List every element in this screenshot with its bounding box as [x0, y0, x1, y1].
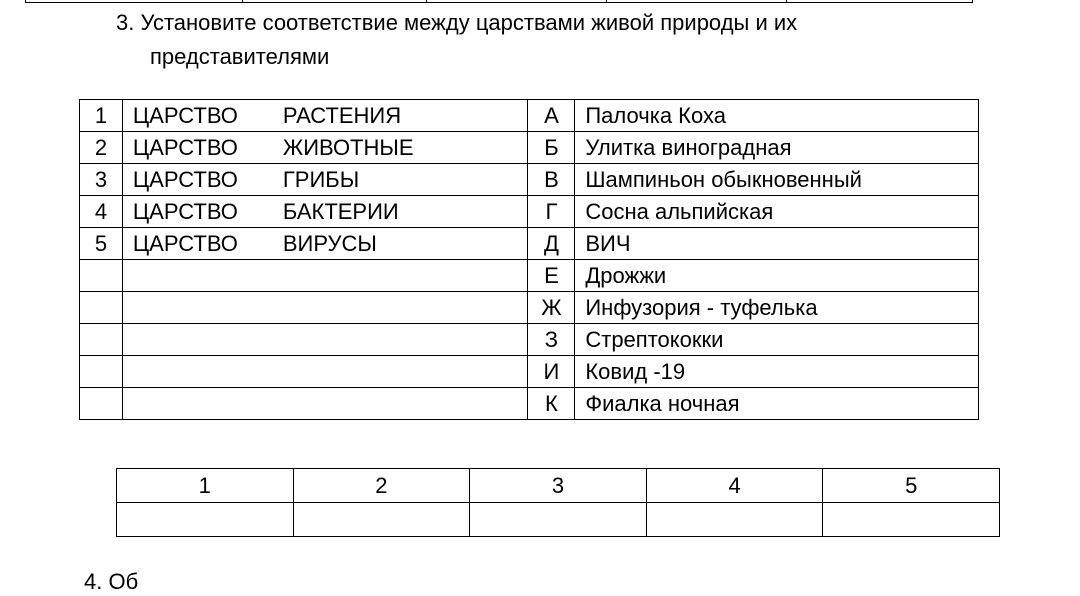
representative-name: Фиалка ночная — [575, 388, 979, 420]
representative-name: Дрожжи — [575, 260, 979, 292]
representative-letter: И — [528, 356, 575, 388]
representative-letter: Г — [528, 196, 575, 228]
kingdom-number: 3 — [80, 164, 123, 196]
question-text-line2: представителями — [150, 44, 330, 69]
table-row — [80, 356, 979, 388]
kingdom-number — [80, 260, 123, 292]
answer-header-cell: 4 — [646, 469, 823, 503]
answer-cell[interactable] — [117, 503, 294, 537]
kingdom-number: 5 — [80, 228, 123, 260]
representative-name: Инфузория - туфелька — [575, 292, 979, 324]
table-row — [80, 324, 979, 356]
kingdom-name: ГРИБЫ — [282, 166, 360, 192]
representative-name: ВИЧ — [575, 228, 979, 260]
table-row — [80, 100, 979, 132]
kingdom-word: ЦАРСТВО — [132, 134, 238, 160]
kingdom-word: ЦАРСТВО — [132, 198, 238, 224]
previous-table-edge — [25, 0, 973, 3]
answer-header-cell: 2 — [293, 469, 470, 503]
table-row — [80, 388, 979, 420]
next-question-fragment: 4. Об — [84, 569, 139, 594]
representative-letter: З — [528, 324, 575, 356]
kingdom-cell — [122, 132, 528, 164]
representative-letter: А — [528, 100, 575, 132]
question-text-line1: 3. Установите соответствие между царствами живой природы и их — [116, 10, 798, 35]
answer-cell[interactable] — [646, 503, 823, 537]
representative-letter: Д — [528, 228, 575, 260]
kingdom-cell — [122, 292, 528, 324]
representative-name: Ковид -19 — [575, 356, 979, 388]
representative-letter: В — [528, 164, 575, 196]
kingdom-cell — [122, 324, 528, 356]
kingdom-number: 4 — [80, 196, 123, 228]
table-row — [80, 228, 979, 260]
table-row — [80, 164, 979, 196]
answer-input-row — [117, 503, 1000, 537]
kingdom-word: ЦАРСТВО — [132, 166, 238, 192]
representative-name: Улитка виноградная — [575, 132, 979, 164]
kingdom-number — [80, 356, 123, 388]
kingdom-word: ЦАРСТВО — [132, 102, 238, 128]
kingdom-cell — [122, 260, 528, 292]
answer-cell[interactable] — [470, 503, 647, 537]
kingdom-cell — [122, 228, 528, 260]
representative-name: Шампиньон обыкновенный — [575, 164, 979, 196]
representative-letter: Ж — [528, 292, 575, 324]
representative-name: Сосна альпийская — [575, 196, 979, 228]
table-row — [80, 292, 979, 324]
answer-cell[interactable] — [823, 503, 1000, 537]
kingdom-cell — [122, 196, 528, 228]
representative-letter: Б — [528, 132, 575, 164]
kingdom-number — [80, 324, 123, 356]
kingdom-number — [80, 292, 123, 324]
representative-letter: К — [528, 388, 575, 420]
kingdom-cell — [122, 164, 528, 196]
answer-cell[interactable] — [293, 503, 470, 537]
table-row — [80, 196, 979, 228]
question-3 — [116, 6, 1016, 74]
answer-header-cell: 5 — [823, 469, 1000, 503]
kingdom-number: 1 — [80, 100, 123, 132]
answer-header-cell: 1 — [117, 469, 294, 503]
kingdom-cell — [122, 356, 528, 388]
table-row — [80, 260, 979, 292]
answer-header-row — [117, 469, 1000, 503]
representative-name: Палочка Коха — [575, 100, 979, 132]
kingdom-name: ЖИВОТНЫЕ — [282, 134, 414, 160]
answer-header-cell: 3 — [470, 469, 647, 503]
kingdom-name: БАКТЕРИИ — [282, 198, 399, 224]
matching-table — [79, 99, 979, 420]
answer-table — [116, 468, 1000, 537]
table-row — [80, 132, 979, 164]
kingdom-word: ЦАРСТВО — [132, 230, 238, 256]
representative-name: Стрептококки — [575, 324, 979, 356]
kingdom-name: ВИРУСЫ — [282, 230, 377, 256]
kingdom-name: РАСТЕНИЯ — [282, 102, 402, 128]
kingdom-number — [80, 388, 123, 420]
kingdom-number: 2 — [80, 132, 123, 164]
kingdom-cell — [122, 100, 528, 132]
kingdom-cell — [122, 388, 528, 420]
representative-letter: Е — [528, 260, 575, 292]
